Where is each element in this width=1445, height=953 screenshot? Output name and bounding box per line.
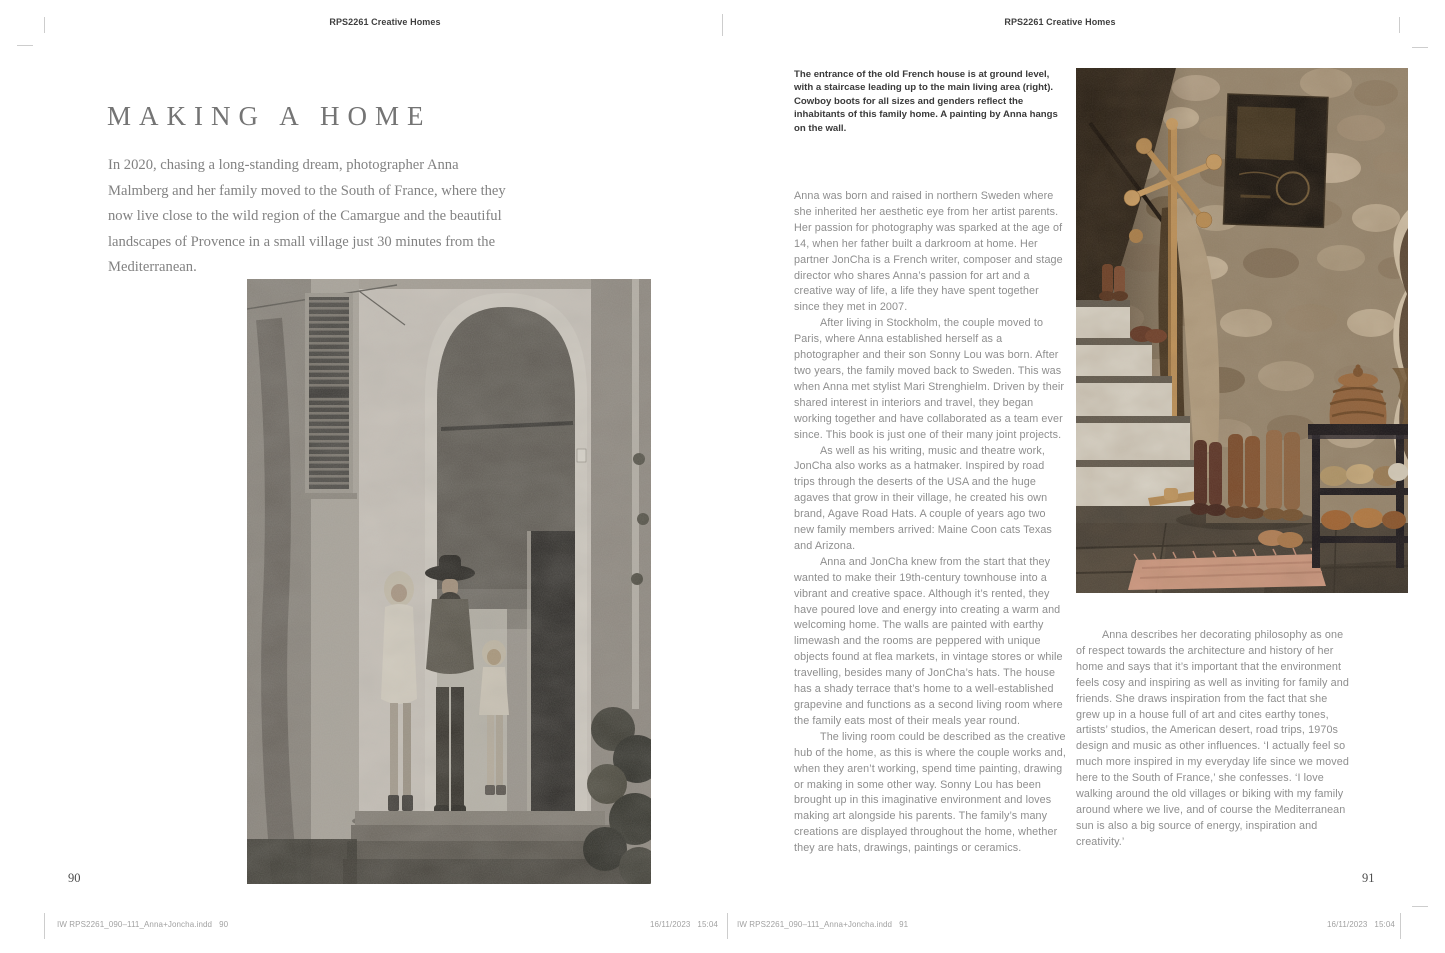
photo-caption: The entrance of the old French house is at ground level, with a staircase leading up to the main living area (right). Cowboy boots for all sizes and genders reflect the inhabitants of this family home. A painting by Anna hangs on the wall. bbox=[794, 69, 1058, 134]
crop-mark bbox=[17, 45, 33, 46]
fold-mark bbox=[727, 913, 728, 939]
body-column-2 bbox=[1076, 628, 1353, 851]
family-doorway-photo bbox=[247, 279, 651, 884]
running-head-left: RPS2261 Creative Homes bbox=[329, 17, 441, 27]
print-slug-left: IW RPS2261_090–111_Anna+Joncha.indd 90 bbox=[57, 920, 229, 929]
paragraph: Anna and JonCha knew from the start that they wanted to make their 19th-century townhouse into a vibrant and creative space. Although it’s rented, they have poured love and energy into creating a warm and welcoming home. The walls are painted with earthy limewash and the rooms are peppered with unique objects found at flea markets, in vintage stores or while travelling, besides many of JonCha’s hats. The house has a shady terrace that’s home to a well-established grapevine and functions as a second living room where the family eats most of their meals year round. bbox=[794, 555, 1063, 727]
paragraph: The living room could be described as the creative hub of the home, as this is where the couple works and, when they aren’t working, spend time painting, drawing or making in some other way. Sonny Lou has been brought up in this imaginative environment and loves making art alongside his parents. The family’s many creations are displayed throughout the home, whether they are hats, drawings, paintings or ceramics. bbox=[794, 730, 1066, 855]
print-slug-right: IW RPS2261_090–111_Anna+Joncha.indd 91 bbox=[737, 920, 909, 929]
paragraph: As well as his writing, music and theatre work, JonCha also works as a hatmaker. Inspired by road trips through the deserts of the USA and the huge agaves that grow in their village, he created his own brand, Agave Road Hats. A couple of years ago two new family members arrived: Maine Coon cats Texas and Arizona. bbox=[794, 444, 1052, 552]
fold-mark bbox=[722, 14, 723, 36]
page-number-right: 91 bbox=[1362, 871, 1375, 885]
crop-mark bbox=[44, 913, 45, 939]
page-number-left: 90 bbox=[68, 871, 81, 885]
print-timestamp-right: 16/11/2023 15:04 bbox=[1327, 920, 1395, 929]
crop-mark bbox=[1412, 47, 1428, 48]
paragraph: After living in Stockholm, the couple moved to Paris, where Anna established herself as a photographer and their son Sonny Lou was born. After two years, the family moved back to Sweden. This was when Anna met stylist Mari Strenghielm. Driven by their shared interest in interiors and travel, they began working together and have collaborated as a team ever since. This book is just one of their many joint projects. bbox=[794, 317, 1065, 441]
body-column-1 bbox=[794, 189, 1067, 857]
print-timestamp-left: 16/11/2023 15:04 bbox=[650, 920, 718, 929]
paragraph: Anna was born and raised in northern Sweden where she inherited her aesthetic eye from her artist parents. Her passion for photography was sparked at the age of 14, when her father built a darkroom at home. Her partner JonCha is a French writer, composer and stage director who shares Anna’s passion for art and a creative way of life, a life they have spent together since they met in 2007. bbox=[794, 190, 1063, 314]
entrance-hall-photo bbox=[1076, 68, 1408, 593]
running-head-right: RPS2261 Creative Homes bbox=[1004, 17, 1116, 27]
crop-mark bbox=[1400, 913, 1401, 939]
crop-mark bbox=[44, 17, 45, 33]
intro-paragraph: In 2020, chasing a long-standing dream, photographer Anna Malmberg and her family moved to the South of France, where they now live close to the wild region of the Camargue and the beautiful landscapes of Provence in a small village just 30 minutes from the Mediterranean. bbox=[108, 157, 506, 276]
page-title: MAKING A HOME bbox=[107, 101, 432, 131]
paragraph: Anna describes her decorating philosophy as one of respect towards the architecture and history of her home and says that it’s important that the environment feels cosy and inspiring as well as inviting for family and friends. She draws inspiration from the fact that she grew up in a house full of art and cites earthy tones, artists’ studios, the American desert, road trips, 1970s design and music as other influences. ‘I actually feel so much more inspired in my everyday life since we moved here to the South of France,’ she confesses. ‘I love walking around the old villages or biking with my family around where we live, and of course the Mediterranean sun is also a big source of energy, inspiration and creativity.’ bbox=[1076, 629, 1349, 848]
crop-mark bbox=[1399, 17, 1400, 33]
crop-mark bbox=[1412, 906, 1428, 907]
